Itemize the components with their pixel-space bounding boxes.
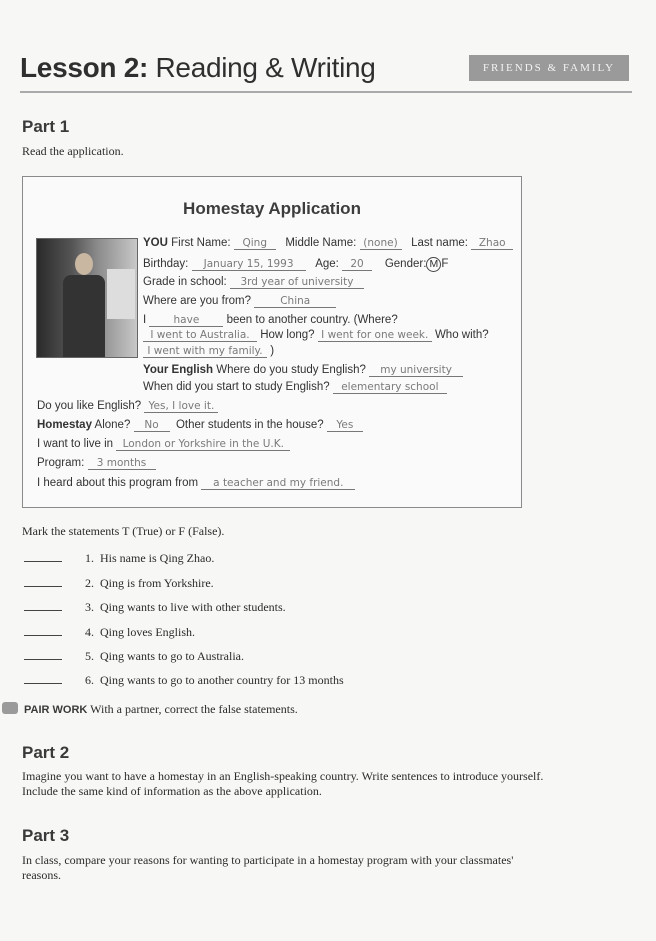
statement-text: Qing wants to go to Australia. [100, 649, 244, 663]
first-name-value: Qing [234, 237, 276, 250]
part1-instruction: Read the application. [22, 144, 124, 158]
homestay-row [37, 419, 363, 432]
statement-item [24, 625, 195, 640]
pair-work-icon [2, 702, 18, 714]
i-label: I [143, 314, 147, 326]
who-with-value: I went with my family. [143, 345, 267, 358]
like-label: Do you like English? [37, 400, 142, 412]
answer-blank[interactable] [24, 586, 62, 587]
pair-work-text: With a partner, correct the false statements. [90, 702, 298, 716]
answer-blank[interactable] [24, 683, 62, 684]
who-with-label: Who with? [434, 329, 489, 341]
middle-name-value: (none) [360, 237, 402, 250]
middle-name-label: Middle Name: [285, 237, 357, 249]
heard-row [37, 477, 355, 490]
grade-row [143, 276, 364, 289]
statement-number: 4. [85, 625, 94, 639]
gender-label: Gender: [384, 258, 427, 270]
statement-item [24, 600, 286, 615]
from-row [143, 295, 336, 308]
how-long-label: How long? [260, 329, 315, 341]
statement-item [24, 673, 344, 688]
been-label: been to another country. (Where? [226, 314, 398, 326]
birthday-value: January 15, 1993 [192, 258, 306, 271]
statement-text: Qing wants to go to another country for 13 months [100, 673, 344, 687]
name-row [143, 237, 513, 250]
live-in-row [37, 438, 290, 451]
answer-blank[interactable] [24, 561, 62, 562]
when-start-value: elementary school [333, 381, 447, 394]
age-label: Age: [315, 258, 339, 270]
part3-text: In class, compare your reasons for wanting to participate in a homestay program with your classmates' reasons. [22, 853, 514, 882]
homestay-application-form [22, 176, 522, 508]
part2-text: Imagine you want to have a homestay in an English-speaking country. Write sentences to introduce yourself. Include the same kind of information as the above application. [22, 769, 544, 798]
answer-blank[interactable] [24, 635, 62, 636]
birthday-row [143, 257, 448, 272]
lesson-title [20, 52, 376, 84]
you-label: YOU [143, 237, 168, 249]
answer-blank[interactable] [24, 659, 62, 660]
have-value: have [149, 314, 223, 327]
travel-row-2 [143, 329, 489, 342]
homestay-label: Homestay [37, 419, 92, 431]
when-start-label: When did you start to study English? [143, 381, 330, 393]
where-study-value: my university [369, 364, 463, 377]
student-photo [36, 238, 138, 358]
statement-item [24, 551, 214, 566]
first-name-label: First Name: [171, 237, 231, 249]
travel-row-3 [143, 345, 274, 358]
lesson-number: Lesson 2: [20, 52, 149, 83]
from-value: China [254, 295, 336, 308]
grade-value: 3rd year of university [230, 276, 364, 289]
form-title: Homestay Application [183, 199, 361, 218]
statement-text: Qing is from Yorkshire. [100, 576, 214, 590]
statement-text: Qing loves English. [100, 625, 195, 639]
like-english-row [37, 400, 218, 413]
where-value: I went to Australia. [143, 329, 257, 342]
unit-banner: FRIENDS & FAMILY [469, 55, 629, 81]
part1-heading: Part 1 [22, 117, 70, 136]
statement-item [24, 649, 244, 664]
answer-blank[interactable] [24, 610, 62, 611]
statement-text: Qing wants to live with other students. [100, 600, 286, 614]
program-label: Program: [37, 457, 85, 469]
birthday-label: Birthday: [143, 258, 189, 270]
part3-heading: Part 3 [22, 826, 70, 845]
live-in-value: London or Yorkshire in the U.K. [116, 438, 290, 451]
lesson-topic: Reading & Writing [155, 52, 376, 83]
travel-row [143, 314, 398, 327]
your-english-label: Your English [143, 364, 214, 376]
from-label: Where are you from? [143, 295, 252, 307]
statement-text: His name is Qing Zhao. [100, 551, 215, 565]
live-in-label: I want to live in [37, 438, 114, 450]
last-name-value: Zhao [471, 237, 513, 250]
gender-f: F [441, 258, 449, 270]
age-value: 20 [342, 258, 372, 271]
like-value: Yes, I love it. [144, 400, 218, 413]
where-study-label: Where do you study English? [216, 364, 366, 376]
heard-value: a teacher and my friend. [201, 477, 355, 490]
statement-number: 6. [85, 673, 94, 687]
heard-label: I heard about this program from [37, 477, 199, 489]
title-divider [20, 91, 632, 93]
english-when-row [143, 381, 447, 394]
grade-label: Grade in school: [143, 276, 227, 288]
pair-work-label: PAIR WORK [24, 704, 88, 716]
statement-number: 2. [85, 576, 94, 590]
alone-label: Alone? [94, 419, 131, 431]
last-name-label: Last name: [411, 237, 468, 249]
part2-heading: Part 2 [22, 743, 70, 762]
other-students-label: Other students in the house? [175, 419, 324, 431]
statement-item [24, 576, 214, 591]
pair-work-row [24, 702, 298, 718]
close-paren: ) [270, 345, 275, 357]
gender-m-circled: M [426, 257, 441, 272]
statement-number: 3. [85, 600, 94, 614]
alone-value: No [134, 419, 170, 432]
statement-number: 1. [85, 551, 94, 565]
program-value: 3 months [88, 457, 156, 470]
how-long-value: I went for one week. [318, 329, 432, 342]
english-where-row [143, 364, 463, 377]
other-students-value: Yes [327, 419, 363, 432]
program-row [37, 457, 156, 470]
statement-number: 5. [85, 649, 94, 663]
statements-instruction: Mark the statements T (True) or F (False). [22, 524, 225, 538]
